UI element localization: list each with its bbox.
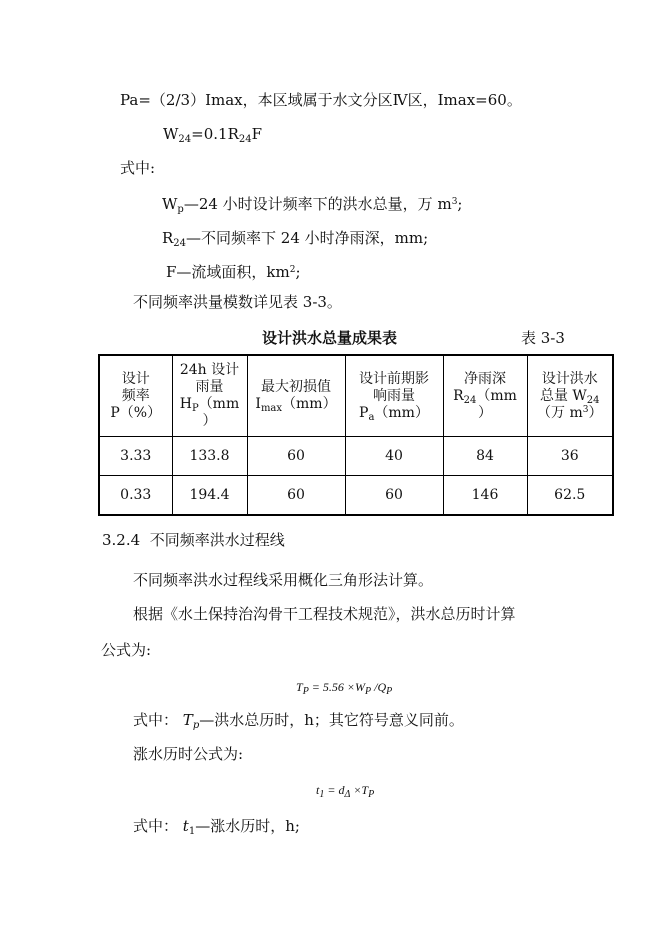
paragraph-spec-line1: 根据《水土保持治沟骨干工程技术规范》，洪水总历时计算: [133, 605, 516, 623]
header-max-initial-loss: 最大初损值 $I_{max}(mm)$: [247, 355, 345, 437]
w24-subscript: 24: [178, 134, 192, 145]
table-cell: 40: [345, 437, 443, 476]
definition-f: F—流域面积，$km^2$;: [166, 263, 301, 281]
pa-definition-line: Pa=（2/3）Ⅰmax，本区域属于水文分区Ⅳ区，Ⅰmax=60。: [120, 91, 522, 109]
table-cell: 60: [247, 476, 345, 516]
where-rise-time: 式中： $t_1—$涨水历时，h;: [133, 817, 300, 837]
header-design-frequency: 设计 频率 P（%）: [99, 355, 172, 437]
flood-volume-table: [98, 354, 614, 516]
table-cell: 146: [443, 476, 527, 516]
definition-r24: $R_{24}—$不同频率下 24 小时净雨深，mm;: [162, 229, 429, 249]
section-heading: [102, 530, 285, 550]
w24-symbol: W: [163, 125, 179, 143]
rise-time-label: 涨水历时公式为:: [133, 745, 244, 763]
table-row: [99, 437, 613, 476]
table-row: [99, 476, 613, 516]
header-net-rainfall: 净雨深 $R_{24}(mm$ ）: [443, 355, 527, 437]
w24-formula: [163, 124, 262, 144]
table-cell: 84: [443, 437, 527, 476]
table-header-row: [99, 355, 613, 437]
header-flood-volume: 设计洪水 总量 $W_{24}$ （万 $m^3$）: [527, 355, 613, 437]
section-title: 不同频率洪水过程线: [149, 531, 285, 549]
table-title: 设计洪水总量成果表: [262, 329, 398, 347]
table-cell: 133.8: [172, 437, 247, 476]
w24-tail: F: [251, 125, 263, 143]
table-cell: 62.5: [527, 476, 613, 516]
table-cell: 194.4: [172, 476, 247, 516]
header-antecedent-rainfall: 设计前期影 响雨量 $P_a(mm)$: [345, 355, 443, 437]
paragraph-method: 不同频率洪水过程线采用概化三角形法计算。: [133, 571, 434, 589]
where-total-duration: 式中： $T_p—$洪水总历时，h；其它符号意义同前。: [133, 711, 464, 731]
w24-mid: =0.1R: [191, 125, 239, 143]
table-cell: 3.33: [99, 437, 172, 476]
table-cell: 0.33: [99, 476, 172, 516]
section-number: 3.2.4: [102, 531, 141, 549]
table-cell: 60: [345, 476, 443, 516]
see-table-note: 不同频率洪量模数详见表 3-3。: [133, 293, 342, 311]
table-cell: 60: [247, 437, 345, 476]
table-cell: 36: [527, 437, 613, 476]
header-24h-rainfall: 24h 设计 雨量 $H_P(mm$ ）: [172, 355, 247, 437]
r24-subscript: 24: [238, 134, 252, 145]
rise-time-formula: $t_1 = d_\Delta \times T_P$: [316, 783, 375, 800]
table-number: 表 3-3: [521, 329, 565, 347]
paragraph-spec-line2: 公式为:: [101, 641, 152, 659]
definition-wp: $W_p—24$ 小时设计频率下的洪水总量，万 $m^3$;: [162, 195, 463, 215]
total-duration-formula: $T_P = 5.56 \times W_P$ $/Q_P$: [296, 680, 393, 697]
where-label: 式中:: [120, 159, 156, 177]
